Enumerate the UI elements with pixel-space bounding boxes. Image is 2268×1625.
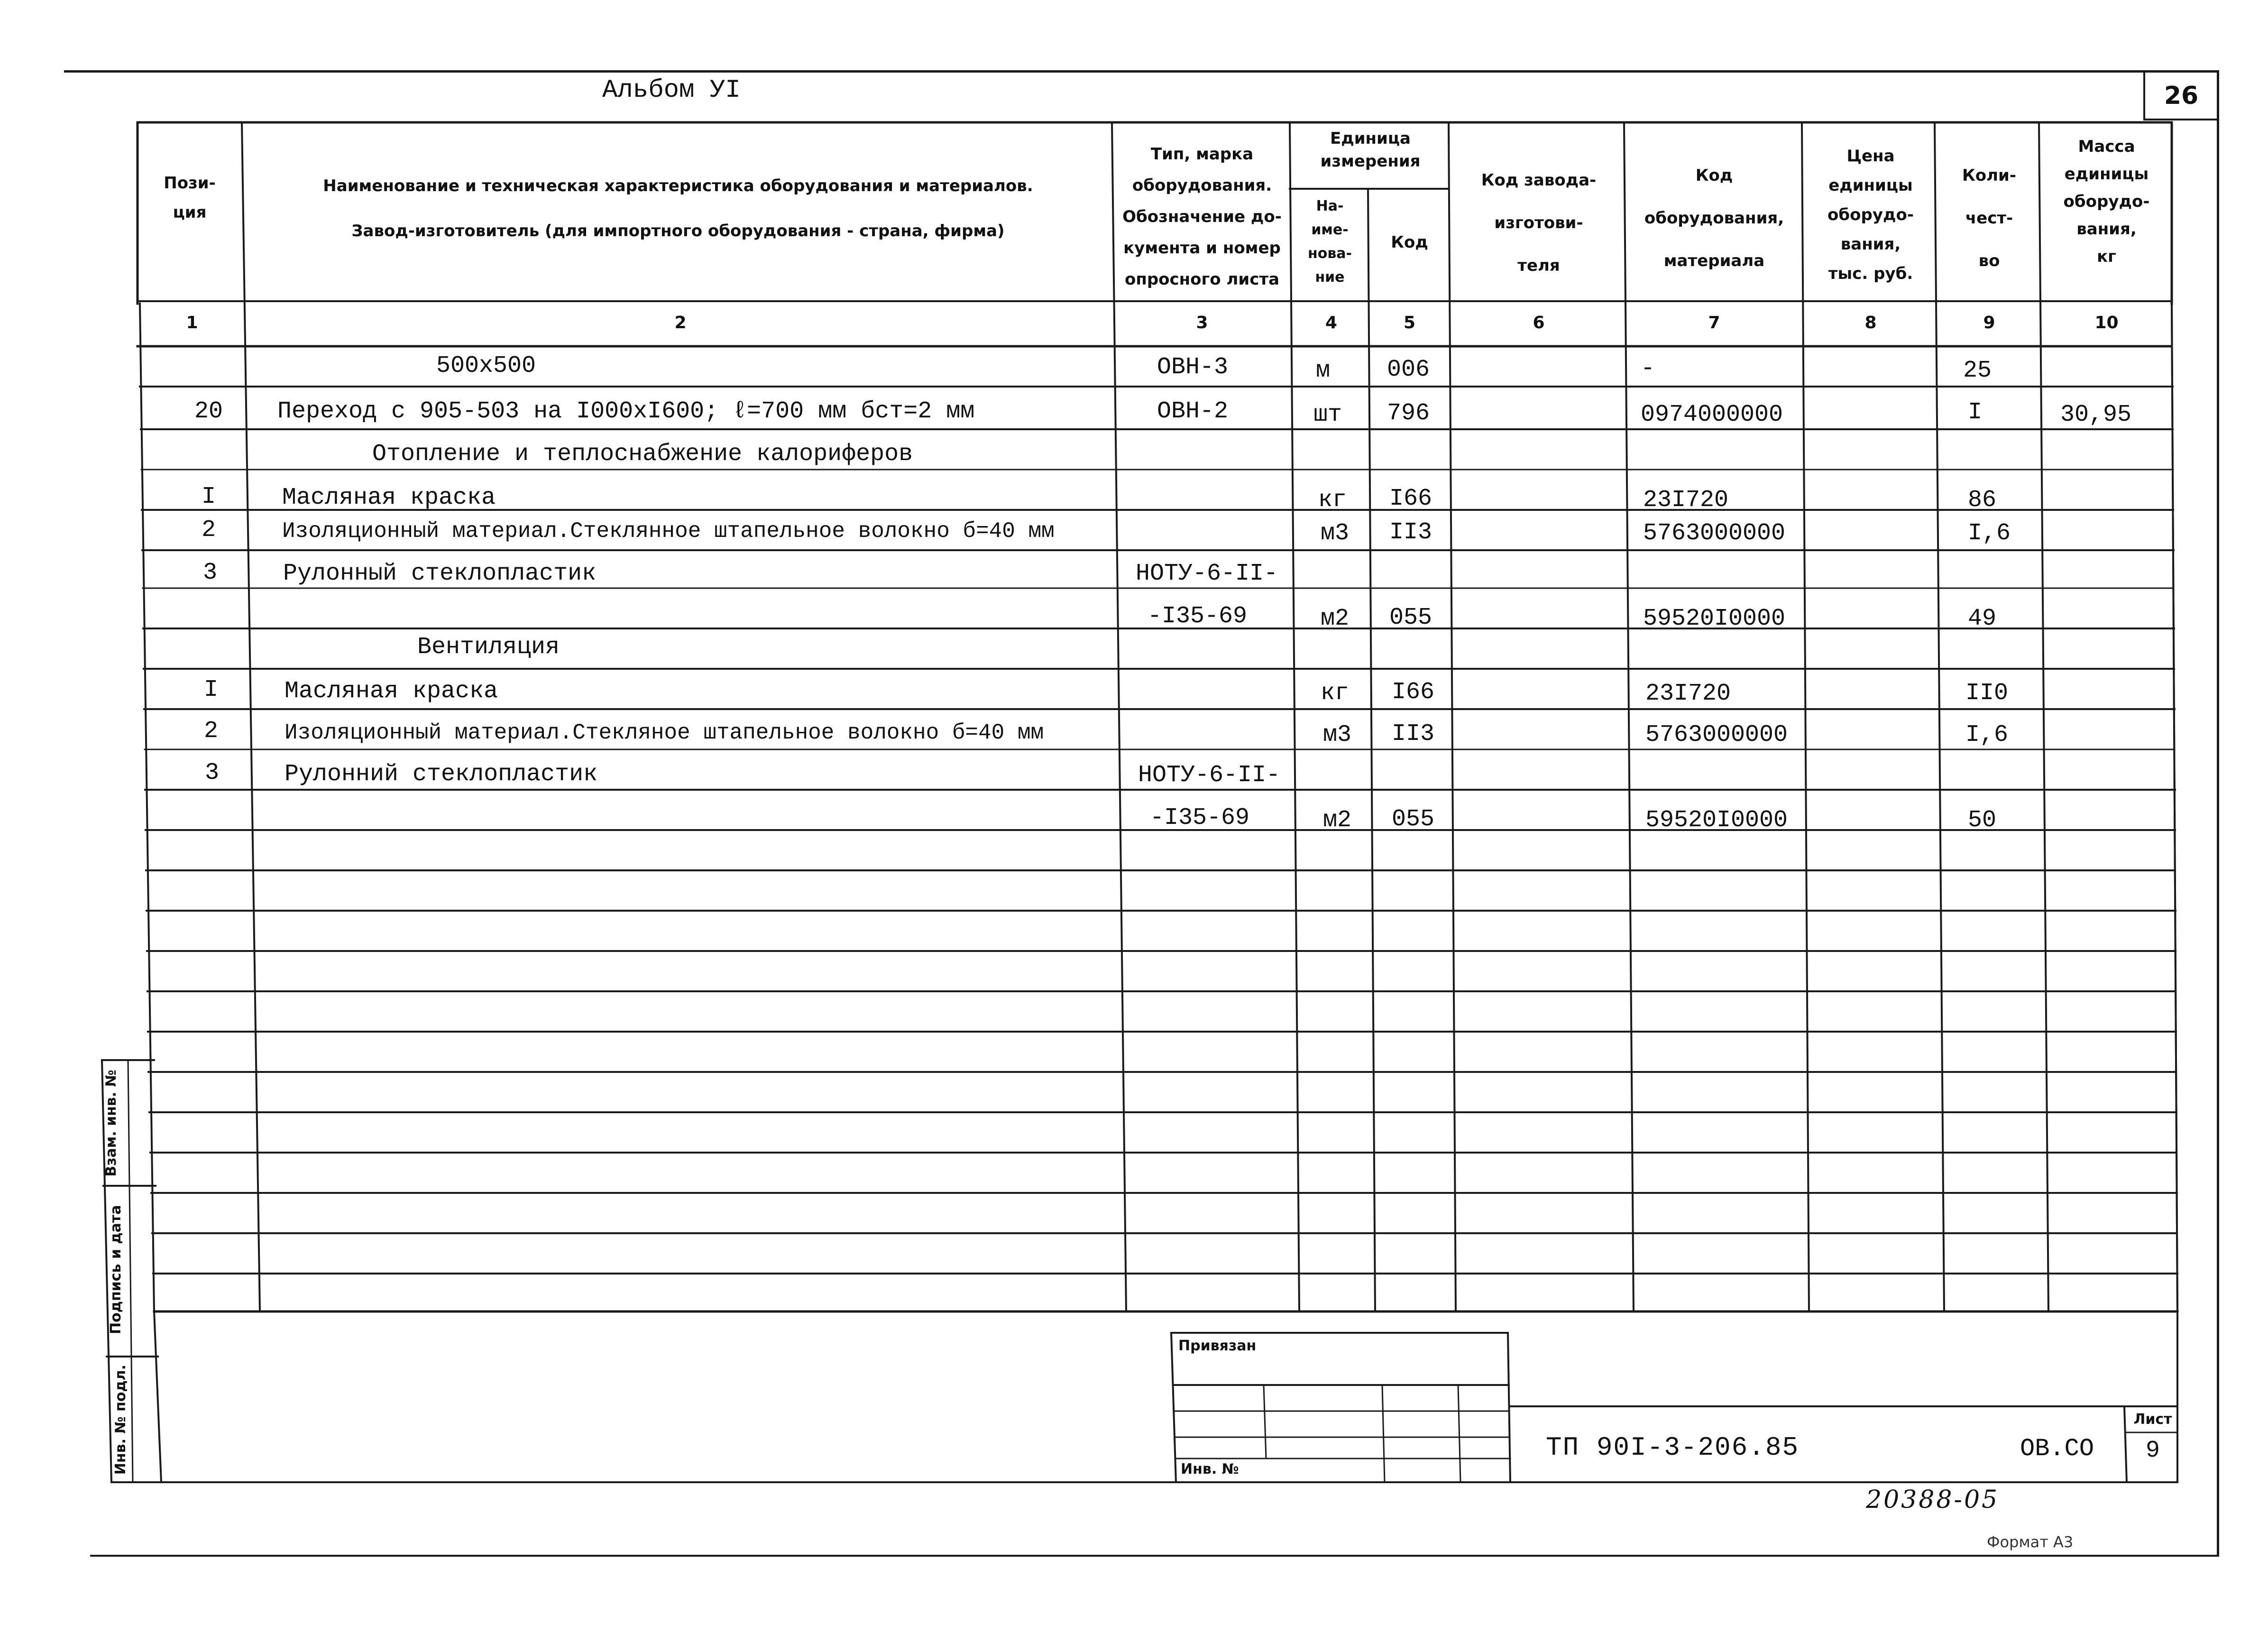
stamp-vzam-inv: Взам. инв. №: [103, 1070, 119, 1177]
table-row-type: -I35-69: [1150, 804, 1250, 831]
table-row-mass: 30,95: [2060, 401, 2132, 428]
column-number: 7: [1708, 313, 1720, 332]
table-row-code: II3: [1392, 720, 1435, 748]
table-row-name: 500x500: [436, 352, 536, 379]
table-row-type: ОВН-3: [1157, 354, 1229, 381]
header-unit-group: Единица измерения: [1320, 129, 1421, 171]
inv-no-label: Инв. №: [1181, 1461, 1239, 1477]
table-row-code: 796: [1387, 400, 1430, 427]
section-code: ОВ.СО: [2020, 1435, 2094, 1463]
table-row-position: 3: [203, 559, 218, 586]
column-number: 5: [1403, 313, 1416, 332]
table-row-position: 3: [205, 759, 220, 786]
table-row-equipment-code: 23I720: [1643, 487, 1729, 514]
table-row-unit: кг: [1321, 680, 1350, 707]
table-row-quantity: 49: [1968, 605, 1997, 632]
table-row-name: Масляная краска: [285, 678, 498, 705]
header-unit-name: На- име- нова- ние: [1307, 198, 1352, 286]
table-row-unit: м2: [1323, 807, 1352, 834]
table-row-quantity: I,6: [1965, 721, 2009, 748]
table-row-unit: шт: [1313, 401, 1342, 428]
stamp-podpis-data: Подпись и дата: [108, 1205, 124, 1334]
table-row-code: 055: [1392, 806, 1435, 833]
table-row-position: I: [204, 676, 219, 703]
privyazan-label: Привязан: [1178, 1338, 1257, 1354]
table-row-name: Изоляционный материал.Стекляное штапельное волокно б=40 мм: [285, 720, 1044, 745]
table-row-type: -I35-69: [1148, 603, 1248, 630]
table-row-quantity: I,6: [1968, 520, 2011, 547]
table-row-name: Масляная краска: [282, 484, 496, 511]
column-number: 10: [2094, 313, 2119, 332]
table-row-equipment-code: 23I720: [1645, 680, 1731, 707]
table-row-equipment-code: 5763000000: [1643, 520, 1786, 547]
table-row-name: Переход с 905-503 на I000xI600; ℓ=700 мм бст=2 мм: [277, 398, 975, 425]
section-heading: Отопление и теплоснабжение калориферов: [372, 441, 913, 468]
table-row-type: НОТУ-6-II-: [1136, 560, 1278, 587]
archive-number: 20388-05: [1866, 1486, 2000, 1514]
column-number: 1: [186, 313, 198, 332]
table-row-name: Рулонный стеклопластик: [283, 560, 597, 587]
document-code: ТП 90I-3-206.85: [1546, 1432, 1800, 1463]
column-number: 9: [1983, 313, 1995, 332]
header-name: Наименование и техническая характеристика оборудования и материалов. Завод-изготовитель (для импортного оборудования - страна, фирма): [323, 176, 1033, 240]
stamp-inv-podl: Инв. № подл.: [112, 1364, 129, 1475]
sheet-label: Лист: [2133, 1411, 2172, 1428]
table-row-equipment-code: 59520I0000: [1645, 807, 1788, 834]
table-row-position: 2: [204, 718, 219, 745]
table-row-unit: м3: [1323, 721, 1352, 748]
table-row-equipment-code: -: [1641, 355, 1655, 382]
table-row-quantity: I: [1968, 399, 1983, 426]
table-row-equipment-code: 59520I0000: [1643, 605, 1786, 632]
table-row-position: 20: [194, 398, 223, 425]
header-maker-code: Код завода- изготови- теля: [1481, 171, 1597, 275]
header-quantity: Коли- чест- во: [1962, 166, 2016, 270]
table-row-quantity: II0: [1965, 680, 2009, 707]
section-heading: Вентиляция: [417, 634, 560, 661]
table-row-unit: м3: [1321, 520, 1350, 547]
table-row-unit: м2: [1321, 605, 1350, 632]
table-row-quantity: 50: [1968, 807, 1997, 834]
header-equipment-code: Код оборудования, материала: [1644, 166, 1784, 270]
table-row-code: 055: [1389, 604, 1432, 631]
table-row-unit: кг: [1318, 487, 1347, 514]
table-row-unit: м: [1316, 357, 1331, 384]
table-row-position: I: [202, 483, 216, 510]
column-number: 8: [1864, 313, 1877, 332]
table-row-code: I66: [1392, 679, 1435, 706]
column-number: 2: [674, 313, 687, 332]
column-number: 6: [1533, 313, 1545, 332]
table-row-equipment-code: 0974000000: [1641, 401, 1783, 428]
page-number: 26: [2164, 82, 2199, 110]
album-title: Альбом УI: [602, 76, 741, 105]
table-row-code: I66: [1389, 485, 1432, 512]
format-label: Формат А3: [1987, 1533, 2074, 1551]
table-row-equipment-code: 5763000000: [1645, 721, 1788, 748]
table-row-quantity: 25: [1963, 357, 1992, 384]
table-row-name: Рулонний стеклопластик: [285, 761, 598, 788]
header-type: Тип, марка оборудования. Обозначение до- кумента и номер опросного листа: [1122, 145, 1282, 289]
table-row-name: Изоляционный материал.Стеклянное штапельное волокно б=40 мм: [282, 519, 1055, 544]
column-number: 4: [1325, 313, 1338, 332]
table-row-quantity: 86: [1968, 487, 1997, 514]
header-price: Цена единицы оборудо- вания, тыс. руб.: [1827, 147, 1914, 283]
sheet-number: 9: [2145, 1437, 2160, 1464]
table-row-code: II3: [1389, 519, 1432, 546]
table-row-type: ОВН-2: [1157, 398, 1229, 425]
table-row-type: НОТУ-6-II-: [1138, 762, 1281, 789]
table-row-code: 006: [1387, 356, 1430, 383]
header-position: Пози- ция: [164, 174, 216, 222]
table-row-position: 2: [202, 517, 216, 544]
header-unit-code: Код: [1391, 233, 1428, 252]
column-number: 3: [1196, 313, 1208, 332]
header-mass: Масса единицы оборудо- вания, кг: [2063, 137, 2150, 266]
